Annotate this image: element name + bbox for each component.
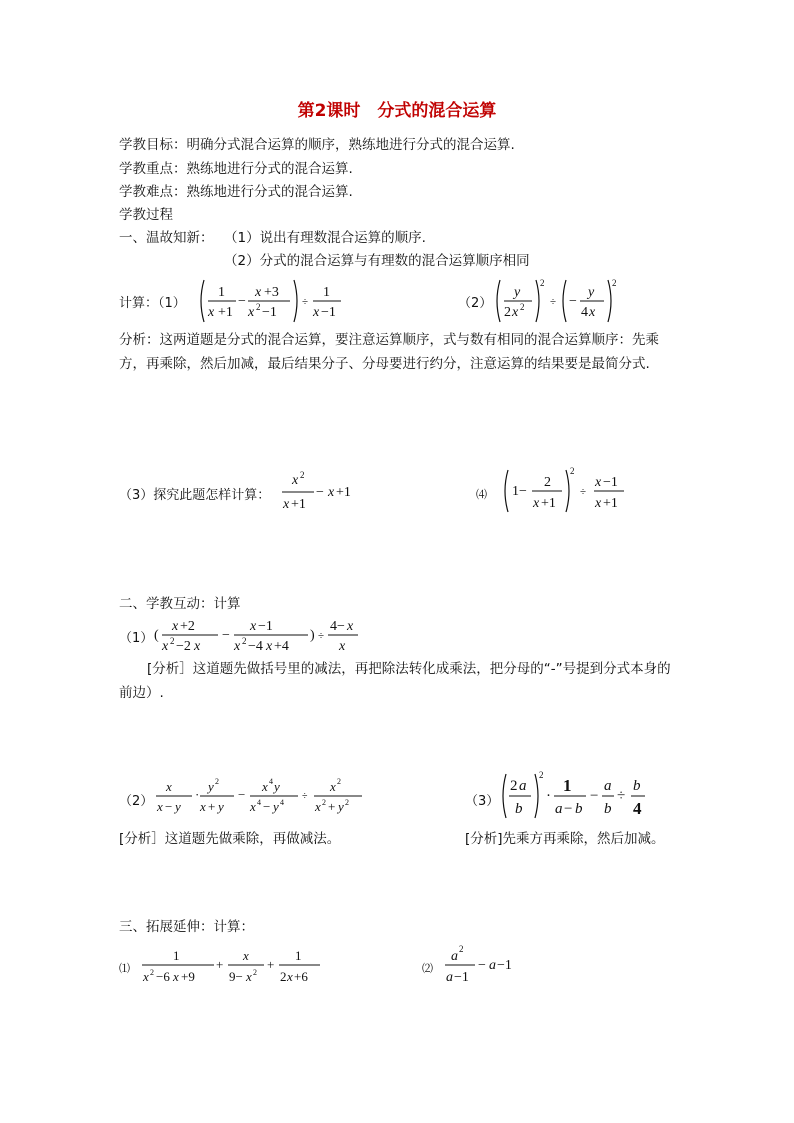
svg-text:x: x bbox=[200, 799, 206, 814]
review-item-2: （2）分式的混合运算与有理数的混合运算顺序相同 bbox=[224, 253, 530, 269]
svg-text:·: · bbox=[546, 788, 551, 804]
review-heading: 一、温故知新： bbox=[119, 230, 214, 246]
svg-text:−1: −1 bbox=[454, 970, 469, 985]
svg-text:÷: ÷ bbox=[617, 788, 626, 804]
svg-text:x: x bbox=[595, 496, 602, 511]
svg-text:b: b bbox=[515, 801, 523, 817]
interaction-q2-label: （2） bbox=[119, 794, 154, 809]
svg-text:+1: +1 bbox=[291, 497, 306, 512]
svg-text:x: x bbox=[250, 619, 257, 634]
svg-text:x: x bbox=[347, 619, 354, 634]
svg-text:2: 2 bbox=[459, 944, 464, 954]
svg-text:y: y bbox=[588, 285, 595, 300]
svg-text:−: − bbox=[238, 787, 246, 802]
svg-text:x: x bbox=[234, 639, 241, 654]
svg-text:x: x bbox=[194, 639, 201, 654]
svg-text:−4: −4 bbox=[248, 639, 263, 654]
svg-text:x: x bbox=[262, 779, 268, 794]
formula-extension-2 bbox=[443, 940, 533, 992]
svg-text:÷: ÷ bbox=[302, 791, 308, 802]
svg-text:x: x bbox=[172, 619, 179, 634]
svg-text:2: 2 bbox=[322, 798, 326, 807]
formula-interaction-3 bbox=[498, 768, 658, 824]
svg-text:x: x bbox=[292, 473, 299, 488]
svg-text:y: y bbox=[218, 799, 224, 814]
svg-text:+: + bbox=[216, 957, 224, 972]
review-q4-label: ⑷ bbox=[476, 489, 487, 501]
svg-text:−: − bbox=[569, 294, 577, 309]
interaction-q1-label: （1） bbox=[119, 631, 154, 646]
calc-label: 计算：（1） bbox=[119, 296, 186, 311]
interaction-q2-analysis: [分析］这道题先做乘除，再做减法。 bbox=[119, 831, 341, 847]
svg-text:x: x bbox=[313, 305, 320, 320]
svg-text:−2: −2 bbox=[176, 639, 191, 654]
svg-text:x: x bbox=[246, 969, 252, 984]
svg-text:a: a bbox=[519, 778, 527, 794]
svg-text:x: x bbox=[595, 475, 602, 490]
svg-text:−: − bbox=[478, 958, 486, 973]
svg-text:+3: +3 bbox=[264, 285, 279, 300]
svg-text:−: − bbox=[263, 799, 271, 814]
svg-text:2: 2 bbox=[570, 466, 575, 476]
svg-text:+4: +4 bbox=[274, 639, 289, 654]
svg-text:÷: ÷ bbox=[580, 486, 587, 498]
svg-text:2: 2 bbox=[215, 777, 219, 786]
svg-text:4: 4 bbox=[280, 798, 284, 807]
svg-text:x: x bbox=[283, 497, 290, 512]
svg-text:−: − bbox=[590, 788, 599, 804]
interaction-heading: 二、学教互动：计算 bbox=[119, 596, 241, 612]
svg-text:x: x bbox=[328, 485, 335, 500]
svg-text:2: 2 bbox=[504, 305, 511, 320]
svg-text:x: x bbox=[330, 779, 336, 794]
svg-text:−: − bbox=[238, 294, 246, 309]
svg-text:x: x bbox=[162, 639, 169, 654]
svg-text:2: 2 bbox=[280, 969, 287, 984]
extension-q2-label: ⑵ bbox=[422, 963, 433, 975]
page-title: 第2课时 分式的混合运算 bbox=[297, 101, 497, 121]
svg-text:x: x bbox=[287, 969, 293, 984]
svg-text:x: x bbox=[243, 948, 249, 963]
svg-text:−: − bbox=[165, 799, 173, 814]
svg-text:2: 2 bbox=[544, 475, 551, 490]
svg-text:x: x bbox=[208, 305, 215, 320]
review-q3-label: （3）探究此题怎样计算： bbox=[119, 488, 271, 503]
svg-text:x: x bbox=[315, 799, 321, 814]
svg-text:+: + bbox=[328, 799, 336, 814]
svg-text:2: 2 bbox=[242, 636, 247, 646]
svg-text:+1: +1 bbox=[603, 496, 618, 511]
svg-text:−1: −1 bbox=[497, 958, 512, 973]
svg-text:b: b bbox=[633, 778, 641, 794]
svg-text:2: 2 bbox=[150, 968, 154, 977]
svg-text:−1: −1 bbox=[262, 305, 277, 320]
interaction-q3-label: （3） bbox=[465, 794, 500, 809]
svg-text:y: y bbox=[273, 799, 279, 814]
svg-text:2: 2 bbox=[253, 968, 257, 977]
svg-text:−1: −1 bbox=[321, 305, 336, 320]
svg-text:+1: +1 bbox=[336, 485, 351, 500]
svg-text:4: 4 bbox=[633, 799, 642, 818]
svg-text:−6: −6 bbox=[156, 969, 170, 984]
svg-text:2: 2 bbox=[510, 778, 518, 794]
difficulty-line: 学教难点：熟练地进行分式的混合运算. bbox=[119, 184, 353, 200]
svg-text:+1: +1 bbox=[218, 305, 233, 320]
svg-text:x: x bbox=[512, 305, 519, 320]
svg-text:2: 2 bbox=[612, 278, 617, 288]
svg-text:2: 2 bbox=[345, 798, 349, 807]
review-item-1: （1）说出有理数混合运算的顺序. bbox=[224, 230, 426, 246]
formula-interaction-1 bbox=[150, 610, 370, 660]
svg-text:x: x bbox=[143, 969, 149, 984]
review-analysis: 分析：这两道题是分式的混合运算，要注意运算顺序，式与数有相同的混合运算顺序：先乘方，再乘除，然后加减，最后结果分子、分母要进行约分，注意运算的结果要是最简分式. bbox=[119, 332, 659, 372]
key-point-line: 学教重点：熟练地进行分式的混合运算. bbox=[119, 161, 353, 177]
svg-text:2: 2 bbox=[539, 770, 544, 780]
svg-text:2: 2 bbox=[256, 302, 261, 312]
svg-text:y: y bbox=[274, 779, 280, 794]
svg-text:1: 1 bbox=[323, 285, 330, 300]
svg-text:+: + bbox=[208, 799, 216, 814]
svg-text:x: x bbox=[250, 799, 256, 814]
svg-text:+1: +1 bbox=[541, 496, 556, 511]
svg-text:x: x bbox=[533, 496, 540, 511]
svg-text:a: a bbox=[604, 778, 612, 794]
svg-text:x: x bbox=[339, 639, 346, 654]
svg-text:−1: −1 bbox=[603, 475, 618, 490]
svg-text:2: 2 bbox=[540, 278, 545, 288]
svg-text:4: 4 bbox=[581, 305, 588, 320]
svg-text:+2: +2 bbox=[180, 619, 195, 634]
formula-review-4 bbox=[500, 464, 640, 518]
svg-text:y: y bbox=[175, 799, 181, 814]
interaction-q3-analysis: [分析]先乘方再乘除，然后加减。 bbox=[465, 831, 665, 847]
extension-heading: 三、拓展延伸：计算： bbox=[119, 919, 254, 935]
svg-text:y: y bbox=[338, 799, 344, 814]
formula-review-2 bbox=[492, 276, 622, 326]
svg-text:4−: 4− bbox=[330, 619, 345, 634]
formula-interaction-2 bbox=[152, 772, 382, 822]
svg-text:(: ( bbox=[154, 628, 159, 643]
interaction-q1-analysis: [分析］这道题先做括号里的减法，再把除法转化成乘法，把分母的“-”号提到分式本身的前边）. bbox=[119, 661, 671, 701]
svg-text:·: · bbox=[195, 787, 200, 802]
svg-text:2: 2 bbox=[170, 636, 175, 646]
svg-text:1−: 1− bbox=[512, 484, 527, 499]
formula-review-3 bbox=[280, 468, 370, 518]
svg-text:x: x bbox=[173, 969, 179, 984]
svg-text:): ) bbox=[310, 628, 315, 643]
svg-text:4: 4 bbox=[257, 798, 261, 807]
svg-text:2: 2 bbox=[337, 777, 341, 786]
svg-text:−: − bbox=[316, 485, 324, 500]
svg-text:x: x bbox=[589, 305, 596, 320]
svg-text:b: b bbox=[575, 801, 583, 817]
process-heading: 学教过程 bbox=[119, 207, 173, 223]
svg-text:4: 4 bbox=[269, 777, 273, 786]
extension-q1-label: ⑴ bbox=[119, 963, 130, 975]
svg-text:+6: +6 bbox=[294, 969, 308, 984]
objective-line: 学教目标：明确分式混合运算的顺序，熟练地进行分式的混合运算. bbox=[119, 137, 515, 153]
svg-text:2: 2 bbox=[520, 302, 525, 312]
svg-text:a: a bbox=[555, 801, 563, 817]
svg-text:x: x bbox=[255, 285, 262, 300]
svg-text:1: 1 bbox=[173, 948, 180, 963]
svg-text:y: y bbox=[514, 285, 521, 300]
svg-text:a: a bbox=[446, 970, 453, 985]
svg-text:x: x bbox=[166, 779, 172, 794]
svg-text:÷: ÷ bbox=[302, 296, 309, 308]
svg-text:−1: −1 bbox=[258, 619, 273, 634]
svg-text:a: a bbox=[489, 958, 496, 973]
svg-text:÷: ÷ bbox=[318, 630, 325, 642]
svg-text:b: b bbox=[604, 801, 612, 817]
svg-text:x: x bbox=[157, 799, 163, 814]
svg-text:y: y bbox=[208, 779, 214, 794]
svg-text:+9: +9 bbox=[181, 969, 195, 984]
svg-text:−: − bbox=[564, 801, 573, 817]
svg-text:2: 2 bbox=[300, 470, 305, 480]
svg-text:−: − bbox=[222, 628, 230, 643]
svg-text:x: x bbox=[248, 305, 255, 320]
svg-text:÷: ÷ bbox=[550, 296, 557, 308]
formula-review-1 bbox=[196, 276, 356, 326]
formula-extension-1 bbox=[140, 940, 330, 992]
calc2-label: （2） bbox=[458, 296, 493, 311]
svg-text:+: + bbox=[267, 957, 275, 972]
svg-text:x: x bbox=[266, 639, 273, 654]
svg-text:1: 1 bbox=[563, 776, 572, 795]
svg-text:a: a bbox=[451, 949, 458, 964]
svg-text:1: 1 bbox=[218, 285, 225, 300]
svg-text:9−: 9− bbox=[229, 969, 243, 984]
svg-text:1: 1 bbox=[295, 948, 302, 963]
